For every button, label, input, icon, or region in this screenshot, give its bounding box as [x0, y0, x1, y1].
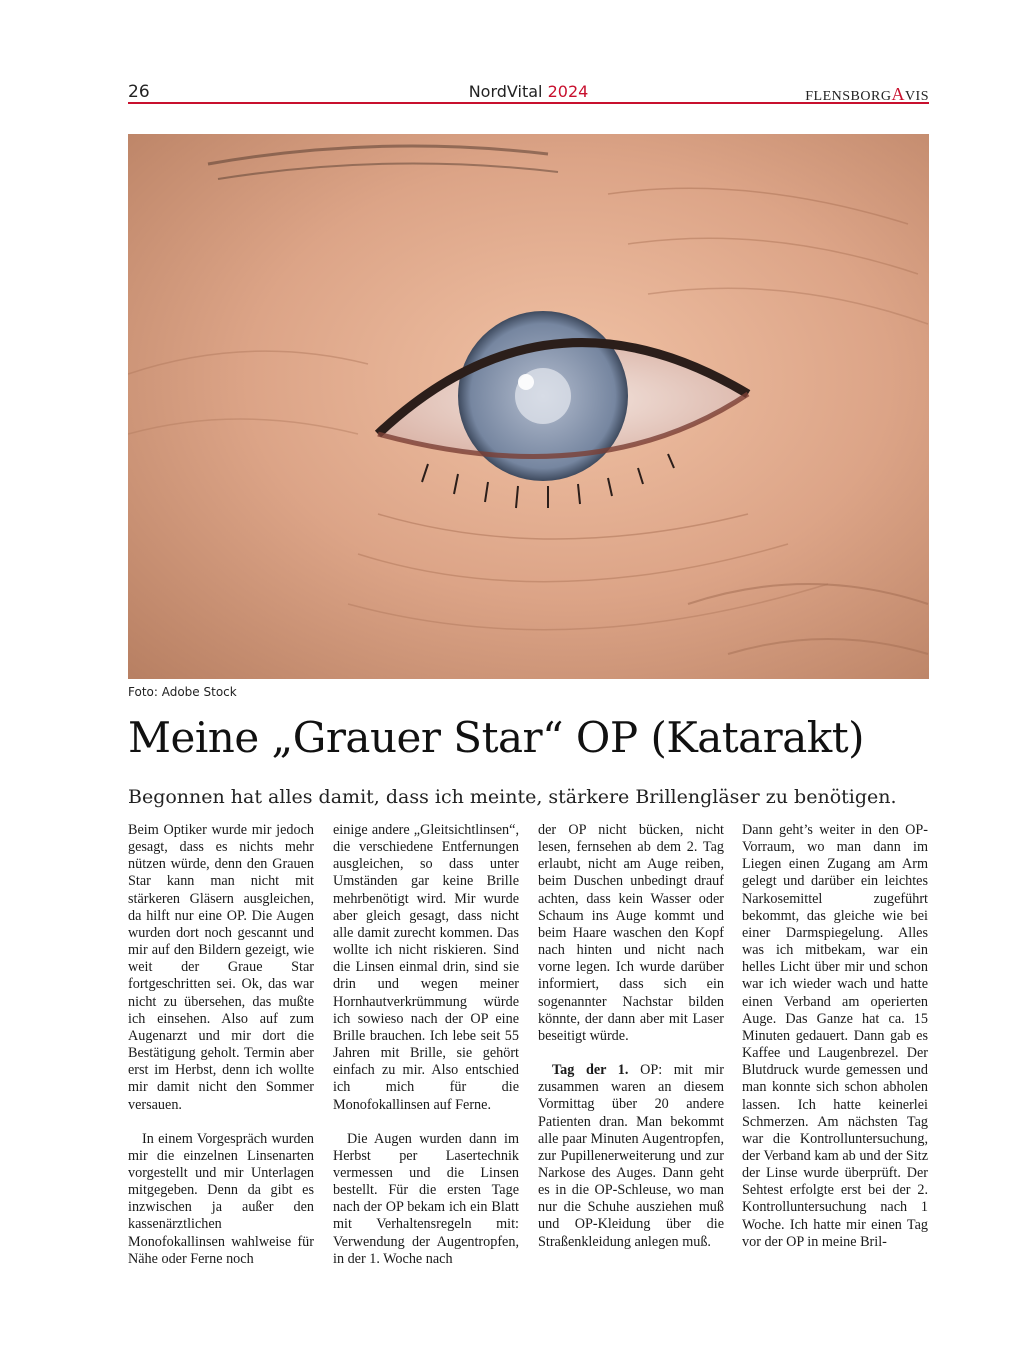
magazine-name: NordVital [468, 82, 543, 101]
paragraph-body: OP: mit mir zusammen waren an diesem Vormittag über 20 andere Patienten dran. Man bekommt alle paar Minuten Augentropfen, zur Pupillenerweiterung und zur Narkose des Auges. Dann geht es in die OP-Schleuse, wo man nur die Schuhe ausziehen muß und OP-Kleidung über die Straßenkleidung anlegen muß. [538, 1062, 724, 1250]
article-paragraph: einige andere „Gleitsichtlinsen“, die verschiedene Entfernungen ausgleichen, so dass unter Umständen gar keine Brille mehrbenötigt wird. Mir wurde aber gleich gesagt, dass nicht alle damit zurecht kommen. Das wollte ich nicht riskieren. Sind die Linsen einmal drin, sind sie drin und wegen meiner Hornhautverkrümmung würde ich sowieso nach der OP eine Brille brauchen. Ich lebe seit 55 Jahren mit Brille, sie gehört einfach zu mir. Also entschied ich mich für die Monofokallinsen auf Ferne. [333, 822, 519, 1113]
magazine-year: 2024 [547, 82, 589, 101]
photo-credit: Foto: Adobe Stock [128, 685, 237, 699]
article-column-2 [333, 822, 519, 1292]
article-paragraph: Die Augen wurden dann im Herbst per Lasertechnik vermessen und die Linsen bestellt. Für die ersten Tage nach der OP bekam ich ein Blatt mit Verhaltensregeln mit: Verwendung der Augentropfen, in der 1. Woche nach [333, 1130, 519, 1267]
article-headline: Meine „Grauer Star“ OP (Katarakt) [128, 713, 864, 762]
eye-illustration [128, 134, 929, 679]
publisher-name-part2: VIS [904, 89, 929, 104]
article-paragraph: der OP nicht bücken, nicht lesen, fernsehen ab dem 2. Tag erlaubt, nicht am Auge reiben, beim Duschen unbedingt drauf achten, dass kein Wasser oder Schaum ins Auge kommt und beim Haare waschen den Kopf nach hinten und nicht nach vorne legen. Ich wurde darüber informiert, dass sich ein sogenannter Nachstar bilden könnte, der dann aber mit Laser beseitigt würde. [538, 822, 724, 1044]
article-paragraph: In einem Vorgespräch wurden mir die einzelnen Linsenarten vorgestellt und mir Unterlagen mitgegeben. Denn da gibt es inzwischen ja außer den kassenärztlichen Monofokallinsen wahlweise für Nähe oder Ferne noch [128, 1130, 314, 1267]
publisher-accent-letter: A [891, 84, 905, 104]
article-paragraph: Dann geht’s weiter in den OP-Vorraum, wo man dann im Liegen einen Zugang am Arm gelegt und darüber ein leichtes Narkosemittel zugeführt bekommt, das gleiche wie bei einer Darmspiegelung. Alles was ich mitbekam, war ein helles Licht über mir und schon war ich wieder wach und hatte einen Verband am operierten Auge. Das Ganze hat ca. 15 Minuten gedauert. Dann gab es Kaffee und Laugenbrezel. Der Blutdruck wurde gemessen und man konnte sich schon abholen lassen. Ich hatte keinerlei Schmerzen. Am nächsten Tag war die Kontrolluntersuchung, der Verband kam ab und der Sitz der Linse wurde überprüft. Der Sehtest erfolgte erst bei der 2. Kontrolluntersuchung nach 1 Woche. Ich hatte mir einen Tag vor der OP in meine Bril- [742, 822, 928, 1250]
page-number: 26 [128, 82, 150, 102]
article-paragraph [538, 1062, 724, 1251]
article-column-3 [538, 822, 724, 1292]
publisher-logo [805, 84, 929, 105]
article-photo [128, 134, 929, 679]
page-header [128, 80, 929, 104]
article-column-1 [128, 822, 314, 1292]
article-subheadline: Begonnen hat alles damit, dass ich meinte, stärkere Brillengläser zu benötigen. [128, 786, 897, 808]
article-paragraph: Beim Optiker wurde mir jedoch gesagt, dass es nichts mehr nützen würde, denn den Grauen Star kann man nicht mit stärkeren Gläsern ausgleichen, da hilft nur eine OP. Die Augen wurden dort noch gescannt und mir auf den Bildern gezeigt, wie weit der Graue Star fortgeschritten sei. Ok, das war nicht zu übersehen, das mußte ich einsehen. Also auf zum Augenarzt und mir dort die Bestätigung geholt. Termin aber erst im Herbst, denn ich wollte mir damit nicht den Sommer versauen. [128, 822, 314, 1113]
paragraph-lead: Tag der 1. [552, 1062, 629, 1079]
article-column-4 [742, 822, 928, 1292]
publisher-name-part1: FLENSBORG [805, 89, 892, 104]
